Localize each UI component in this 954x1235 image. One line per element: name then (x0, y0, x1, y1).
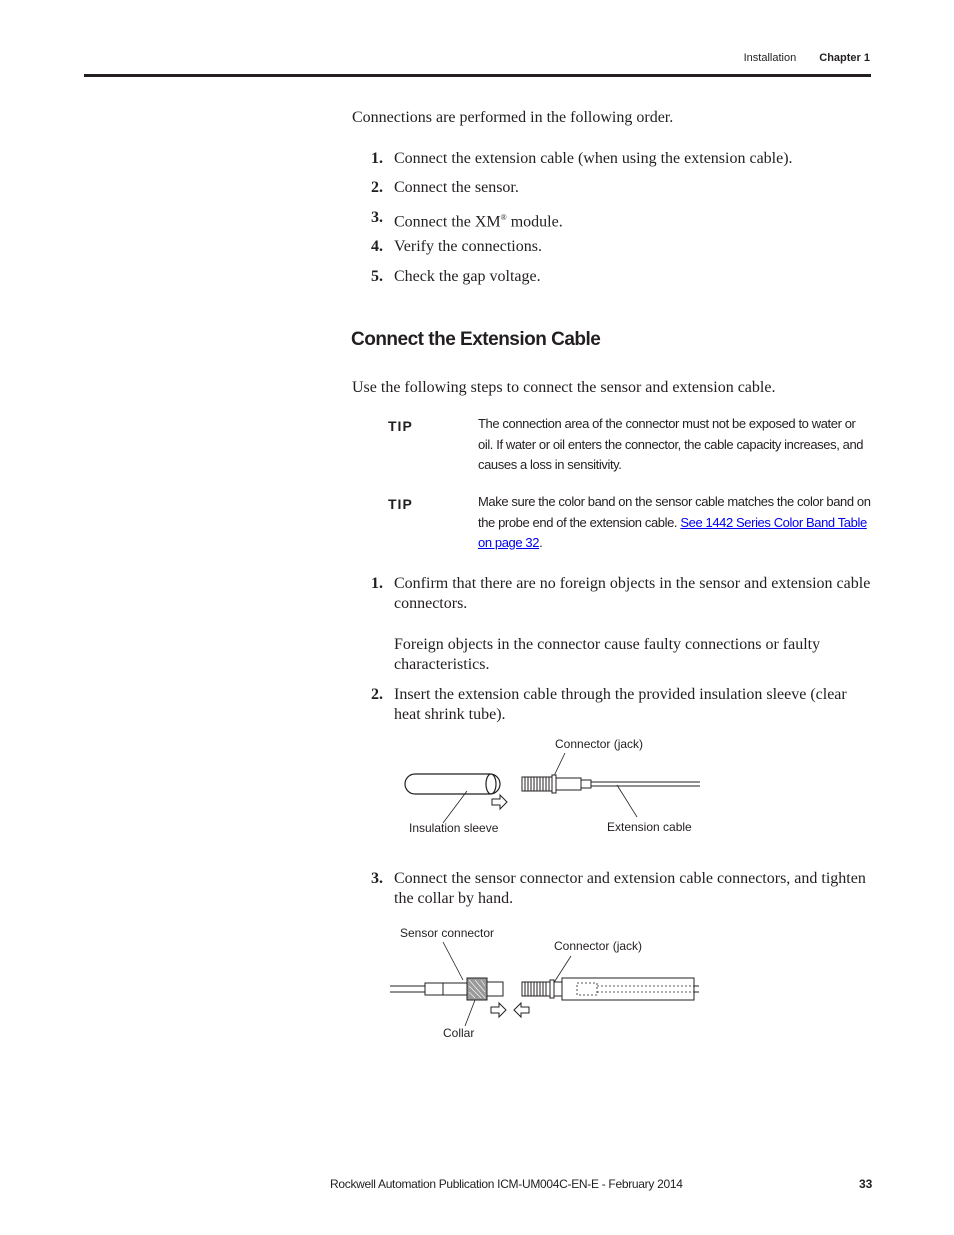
step-text-part: Connect the XM (394, 213, 501, 231)
tip-text: The connection area of the connector must not be exposed to water or oil. If water or oil enters the connector, the cable capacity increases, and causes a loss in sensitivity. (478, 416, 864, 472)
step-text (394, 208, 874, 232)
arrow-right-icon (491, 1003, 506, 1017)
insulation-sleeve (562, 978, 694, 1000)
extension-cable-connector (522, 775, 700, 793)
arrow-left-icon (514, 1003, 529, 1017)
tip-label: TIP (388, 496, 413, 512)
sensor-connector-label: Sensor connector (400, 926, 495, 940)
leader-line (443, 791, 467, 823)
extension-cable-label: Extension cable (607, 820, 692, 834)
step-number: 2. (371, 179, 383, 196)
page-number: 33 (859, 1177, 873, 1191)
step-number: 3. (371, 870, 383, 887)
step-text: Check the gap voltage. (394, 268, 541, 285)
header-section: Installation (743, 52, 797, 64)
leader-line (465, 1000, 475, 1026)
color-band-table-link[interactable]: See 1442 Series Color Band Table on page 32 (478, 514, 867, 550)
step-text: Connect the sensor connector and extension cable connectors, and tighten the collar by hand. (394, 870, 866, 907)
step-note-text: Foreign objects in the connector cause faulty connections or faulty characteristics. (394, 636, 821, 673)
leader-line (443, 942, 463, 980)
step-number: 1. (371, 575, 383, 592)
step-number: 5. (371, 268, 383, 285)
leader-line (617, 785, 637, 817)
tip-text-part: . (539, 535, 543, 550)
header-chapter: Chapter 1 (819, 52, 870, 64)
section-heading: Connect the Extension Cable (351, 329, 601, 350)
insulation-sleeve-figure (395, 733, 710, 843)
step-text: Connect the extension cable (when using the extension cable). (394, 150, 793, 167)
tip-text-part: Make sure the color band on the sensor cable matches the color band on the probe end of the extension cable. (478, 494, 871, 530)
collar-label: Collar (443, 1026, 475, 1040)
connector-jack-label: Connector (jack) (555, 737, 644, 751)
arrow-right-icon (492, 795, 507, 809)
connector-jack-label: Connector (jack) (554, 939, 643, 953)
tip-text (478, 492, 872, 554)
registered-mark: ® (500, 213, 507, 222)
footer-publication: Rockwell Automation Publication ICM-UM004C-EN-E - February 2014 (330, 1177, 683, 1191)
leader-line (553, 753, 565, 778)
running-header (744, 52, 870, 64)
insulation-sleeve (405, 774, 500, 794)
step-text: Confirm that there are no foreign objects in the sensor and extension cable connectors. (394, 575, 871, 612)
step-text: Verify the connections. (394, 238, 542, 255)
step-text-part: module. (506, 213, 563, 231)
sensor-connector (390, 978, 503, 1000)
tip-label: TIP (388, 418, 413, 434)
extension-cable-connector (522, 978, 699, 1000)
section-intro: Use the following steps to connect the sensor and extension cable. (352, 379, 776, 396)
connector-assembly-figure (385, 922, 710, 1042)
step-number: 1. (371, 150, 383, 167)
header-rule (84, 74, 871, 77)
step-number: 3. (371, 209, 383, 226)
insulation-sleeve-label: Insulation sleeve (409, 821, 499, 835)
intro-paragraph: Connections are performed in the following order. (352, 109, 674, 126)
step-number: 4. (371, 238, 383, 255)
step-number: 2. (371, 686, 383, 703)
step-text: Connect the sensor. (394, 179, 519, 196)
step-text: Insert the extension cable through the provided insulation sleeve (clear heat shrink tube). (394, 686, 847, 723)
